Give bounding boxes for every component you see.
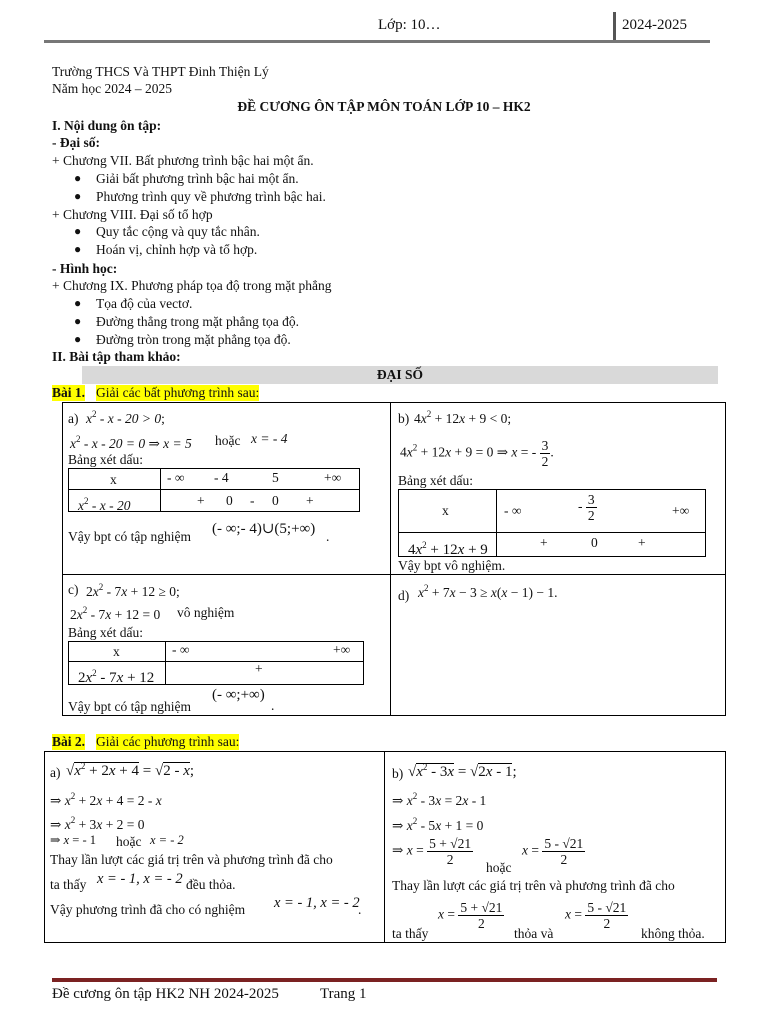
table-line [496,489,497,556]
ch9-item: Tọa độ của vectơ. [96,296,193,311]
bai2-a-step: x = - 2 [150,833,184,847]
footer-text: Đề cương ôn tập HK2 NH 2024-2025 [52,986,279,1002]
footer-rule [52,978,717,982]
table-sign: + [306,493,314,508]
bullet-icon: ● [74,189,82,203]
bai1-c-no-root: vô nghiệm [177,605,235,620]
bai2-a-conclusion: Vậy phương trình đã cho có nghiệm [50,902,246,917]
bai1-a-table-label: Bảng xét dấu: [68,452,143,467]
table-line [68,661,363,662]
table-sign: + [197,493,205,508]
bai2-a-label: a) [50,765,61,780]
school-year: Năm học 2024 – 2025 [52,81,172,96]
bullet-icon: ● [74,171,82,185]
bai2-prompt: Giải các phương trình sau: [96,734,240,749]
bullet-icon: ● [74,296,82,310]
table-line [160,468,161,511]
table-x-label: x [442,503,449,518]
bai2-b-step: ⇒ x = $\frac{5 + √21}{2}$ [392,836,472,867]
header-year: 2024-2025 [622,17,687,33]
bai2-b-or: hoặc [486,860,512,875]
chapter-7: + Chương VII. Bất phương trình bậc hai một ẩn. [52,153,314,168]
bai1-horizontal-divider [62,574,725,575]
bai2-b-see: ta thấy [392,926,429,941]
ch7-item: Phương trình quy về phương trình bậc hai. [96,189,326,204]
table-minus-infinity: - ∞ [504,503,522,518]
bai2-b-substitute: Thay lần lượt các giá trị trên và phương trình đã cho [392,878,675,893]
bai1-a-inequality: $x^2 - x - 20 > 0$; [86,409,165,426]
bai2-b-ok: thỏa và [514,926,554,941]
bai2-a-values: x = - 1, x = - 2 [97,871,183,887]
table-plus-infinity: +∞ [333,642,351,657]
bai1-b-root: $4x^2 + 12x + 9 = 0$ ⇒ x = - $\frac{3}{2}$ . [400,438,554,469]
bai2-b-root-not-ok: x = $\frac{5 - √21}{2}$ [565,900,627,931]
ch9-item: Đường thẳng trong mặt phẳng tọa độ. [96,314,300,329]
algebra-band: ĐẠI SỐ [82,366,718,384]
bai1-b-conclusion: Vậy bpt vô nghiệm. [398,558,506,573]
table-sign: 0 [272,493,279,508]
chapter-8: + Chương VIII. Đại số tổ hợp [52,207,213,222]
bai2-a-or: hoặc [116,834,142,849]
bai1-prompt: Giải các bất phương trình sau: [96,385,260,400]
bai1-vertical-divider [390,402,391,715]
bai2-b-step: x = $\frac{5 - √21}{2}$ [522,836,584,867]
bai2-a-substitute: Thay lần lượt các giá trị trên và phương trình đã cho [50,852,333,867]
bai1-a-or: hoặc [215,433,241,448]
table-sign: - [250,493,255,508]
period: . [358,902,362,917]
table-minus-infinity: - ∞ [172,642,190,657]
algebra-heading: - Đại số: [52,135,100,150]
bai2-a-step: ⇒ $x^2 + 2x + 4 = 2 - x$ [50,791,162,808]
period: . [271,698,275,713]
ch7-item: Giải bất phương trình bậc hai một ẩn. [96,171,299,186]
bai1-a-label: a) [68,411,79,426]
table-root: - $\frac{3}{2}$ [578,492,595,523]
bai2-b-label: b) [392,766,404,781]
bai2-b-root-ok: x = $\frac{5 + √21}{2}$ [438,900,503,931]
ch9-item: Đường tròn trong mặt phẳng tọa độ. [96,332,291,347]
table-sign: + [540,535,548,550]
bai1-c-equation: $2x^2 - 7x + 12 = 0$ [70,605,161,622]
table-expression: $x^2$ - x - 20 [78,496,131,513]
table-line [398,532,705,533]
bai1-c-solution-set: (- ∞;+∞) [212,687,265,703]
table-sign: + [638,535,646,550]
period: . [326,529,330,544]
table-sign: 0 [591,535,598,550]
ch8-item: Hoán vị, chỉnh hợp và tổ hợp. [96,242,258,257]
chapter-9: + Chương IX. Phương pháp tọa độ trong mặt phẳng [52,278,332,293]
bai1-a-root2: x = - 4 [251,431,288,446]
table-sign: + [255,661,263,676]
school-name: Trường THCS Và THPT Đinh Thiện Lý [52,64,269,79]
header-divider-vertical [613,12,616,42]
geometry-heading: - Hình học: [52,261,118,276]
bai2-a-both-ok: đều thỏa. [186,877,236,892]
table-sign: 0 [226,493,233,508]
bai2-a-step: ⇒ $x^2 + 3x + 2 = 0$ [50,815,145,832]
bai2-b-step: ⇒ $x^2 - 3x = 2x - 1$ [392,791,487,808]
bai2-a-solutions: x = - 1, x = - 2 [274,895,360,911]
bai1-c-inequality: $2x^2 - 7x + 12 \ge 0$; [86,582,180,599]
table-x-label: x [110,472,117,487]
bai2-vertical-divider [384,751,385,942]
bai1-a-roots: $x^2 - x - 20 = 0$ ⇒ x = 5 [70,434,192,451]
bai1-b-label: b) [398,411,410,426]
bai2-label: Bài 2. [52,734,86,749]
table-plus-infinity: +∞ [672,503,690,518]
bai1-b-table-label: Bảng xét dấu: [398,473,473,488]
table-minus-infinity: - ∞ [167,470,185,485]
table-line [68,489,359,490]
section-exercises-heading: II. Bài tập tham khảo: [52,349,181,364]
section-content-heading: I. Nội dung ôn tập: [52,118,162,133]
bai1-c-label: c) [68,582,79,597]
bai1-c-conclusion: Vậy bpt có tập nghiệm [68,699,191,714]
bullet-icon: ● [74,314,82,328]
bai2-a-see: ta thấy [50,877,87,892]
bai1-c-table-label: Bảng xét dấu: [68,625,143,640]
class-label: Lớp: 10… [378,17,441,33]
bai1-d-label: d) [398,588,410,603]
bai1-a-solution-set: (- ∞;- 4)∪(5;+∞) [212,521,316,537]
header-rule [44,40,710,43]
bai1-d-inequality: $x^2 + 7x - 3 \ge x(x - 1) - 1$. [418,583,558,600]
table-root: 5 [272,470,279,485]
bullet-icon: ● [74,332,82,346]
table-line [165,641,166,684]
table-expression: $4x^2 + 12x + 9$ [408,540,488,558]
table-x-label: x [113,644,120,659]
bai2-b-equation: $√x^2 - 3x = √2x - 1$; [408,762,517,780]
bai1-b-inequality: $4x^2 + 12x + 9 < 0$; [414,409,512,426]
document-title: ĐỀ CƯƠNG ÔN TẬP MÔN TOÁN LỚP 10 – HK2 [237,99,531,114]
bullet-icon: ● [74,242,82,256]
table-plus-infinity: +∞ [324,470,342,485]
table-expression: $2x^2 - 7x + 12$ [78,668,155,686]
table-root: - 4 [214,470,229,485]
bai2-b-not-ok: không thỏa. [641,926,705,941]
bai2-a-equation: $√x^2 + 2x + 4 = √2 - x$; [66,761,195,779]
footer-page: Trang 1 [320,986,367,1002]
bai1-label: Bài 1. [52,385,86,400]
bai1-a-conclusion: Vậy bpt có tập nghiệm [68,529,191,544]
bullet-icon: ● [74,224,82,238]
bai2-a-step: ⇒ x = - 1 [50,833,97,847]
bai2-b-step: ⇒ $x^2 - 5x + 1 = 0$ [392,816,484,833]
ch8-item: Quy tắc cộng và quy tắc nhân. [96,224,260,239]
